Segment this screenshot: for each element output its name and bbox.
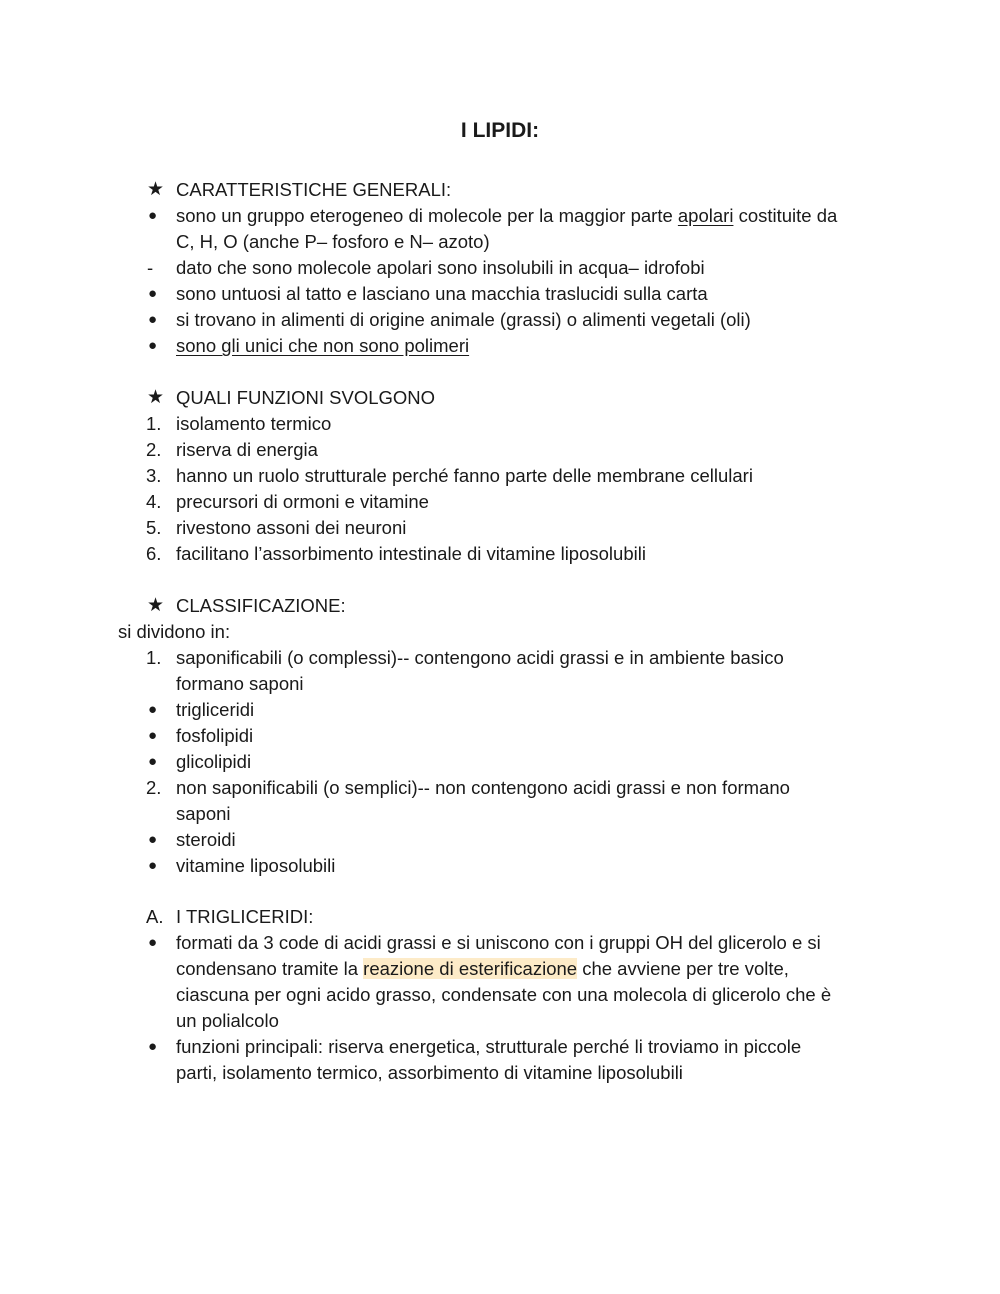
bullet-icon: ● <box>148 727 158 744</box>
list-item: glicolipidi <box>176 751 252 772</box>
paragraph-text: condensano tramite la <box>176 958 364 979</box>
list-item: non saponificabili (o semplici)-- non contengono acidi grassi e non formano <box>176 777 790 798</box>
list-item: fosfolipidi <box>176 725 254 746</box>
list-item: saponificabili (o complessi)-- contengono acidi grassi e in ambiente basico <box>176 647 784 668</box>
list-item-text: sono un gruppo eterogeneo di molecole per la maggior parte <box>176 205 678 226</box>
star-icon: ★ <box>147 387 165 408</box>
number-marker: 6. <box>146 543 162 564</box>
bullet-icon: ● <box>148 311 158 328</box>
section-header: CLASSIFICAZIONE: <box>176 595 346 616</box>
list-item: sono untuosi al tatto e lasciano una macchia traslucidi sulla carta <box>176 283 708 304</box>
number-marker: 1. <box>146 647 162 668</box>
number-marker: 2. <box>146 777 162 798</box>
list-item-continuation: saponi <box>176 803 231 824</box>
list-item: rivestono assoni dei neuroni <box>176 517 407 538</box>
paragraph-line <box>176 956 896 982</box>
bullet-icon: ● <box>148 934 158 951</box>
list-item: vitamine liposolubili <box>176 855 336 876</box>
paragraph-line: un polialcolo <box>176 1010 279 1031</box>
bullet-icon: ● <box>148 285 158 302</box>
intro-text: si dividono in: <box>118 621 231 642</box>
number-marker: 3. <box>146 465 162 486</box>
list-item: trigliceridi <box>176 699 255 720</box>
list-item: sono gli unici che non sono polimeri <box>176 335 470 356</box>
bullet-icon: ● <box>148 857 158 874</box>
paragraph-text: che avviene per tre volte, <box>577 958 789 979</box>
list-item: si trovano in alimenti di origine animale (grassi) o alimenti vegetali (oli) <box>176 309 751 330</box>
list-item: isolamento termico <box>176 413 332 434</box>
list-item-text: costituite da <box>733 205 838 226</box>
list-item: facilitano l’assorbimento intestinale di vitamine liposolubili <box>176 543 646 564</box>
dash-marker: - <box>147 257 154 278</box>
paragraph-line: parti, isolamento termico, assorbimento di vitamine liposolubili <box>176 1062 683 1083</box>
bullet-icon: ● <box>148 753 158 770</box>
list-item <box>176 203 896 229</box>
star-icon: ★ <box>147 595 165 616</box>
number-marker: 1. <box>146 413 162 434</box>
section-header: QUALI FUNZIONI SVOLGONO <box>176 387 436 408</box>
bullet-icon: ● <box>148 831 158 848</box>
paragraph-line: ciascuna per ogni acido grasso, condensate con una molecola di glicerolo che è <box>176 984 832 1005</box>
list-item-continuation: C, H, O (anche P– fosforo e N– azoto) <box>176 231 490 252</box>
paragraph-line: funzioni principali: riserva energetica, strutturale perché li troviamo in piccole <box>176 1036 802 1057</box>
section-header: CARATTERISTICHE GENERALI: <box>176 179 452 200</box>
list-item-continuation: formano saponi <box>176 673 304 694</box>
bullet-icon: ● <box>148 207 158 224</box>
bullet-icon: ● <box>148 701 158 718</box>
page-title: I LIPIDI: <box>460 119 540 142</box>
list-item: dato che sono molecole apolari sono insolubili in acqua– idrofobi <box>176 257 705 278</box>
star-icon: ★ <box>147 179 165 200</box>
highlighted-term: reazione di esterificazione <box>363 958 578 979</box>
number-marker: 5. <box>146 517 162 538</box>
number-marker: 2. <box>146 439 162 460</box>
letter-marker: A. <box>146 906 164 927</box>
paragraph-line: formati da 3 code di acidi grassi e si uniscono con i gruppi OH del glicerolo e si <box>176 932 821 953</box>
list-item: hanno un ruolo strutturale perché fanno parte delle membrane cellulari <box>176 465 753 486</box>
underlined-term: apolari <box>677 205 734 226</box>
section-header: I TRIGLICERIDI: <box>176 906 314 927</box>
list-item: riserva di energia <box>176 439 318 460</box>
list-item: steroidi <box>176 829 236 850</box>
number-marker: 4. <box>146 491 162 512</box>
list-item: precursori di ormoni e vitamine <box>176 491 429 512</box>
bullet-icon: ● <box>148 337 158 354</box>
bullet-icon: ● <box>148 1038 158 1055</box>
